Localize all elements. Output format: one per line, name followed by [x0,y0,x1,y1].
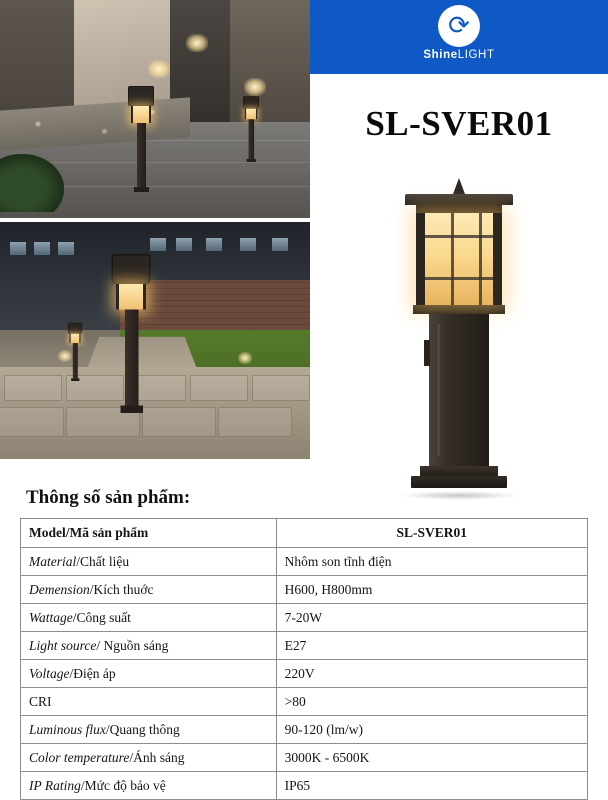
table-row [21,576,588,604]
spec-label-en: Color temperature [29,749,130,765]
spec-label-vi: /Công suất [72,609,131,625]
spec-label-vi: /Chất liệu [76,553,130,569]
lamp-base-upper [420,466,498,476]
spec-label-light-source [21,632,277,660]
spec-value-wattage: 7-20W [276,604,587,632]
spec-label-color-temperature [21,744,277,772]
spec-label-material [21,548,277,576]
table-row [21,604,588,632]
spec-label-vi: /Ánh sáng [129,749,185,765]
photo-courtyard-bollard [0,0,310,218]
spec-label-dimension [21,576,277,604]
lamp-shadow [399,491,519,500]
spec-label-wattage [21,604,277,632]
spec-label-luminous-flux [21,716,277,744]
lamp-post [429,314,489,466]
swirl-glyph: ⟳ [448,11,470,40]
spec-label-en: IP Rating [29,777,81,793]
spec-label-model [21,519,277,548]
table-row [21,660,588,688]
spec-label-ip-rating [21,772,277,800]
lamp-collar [413,305,505,314]
spec-label-en: Luminous flux [29,721,106,737]
brand-logo [384,4,534,70]
spec-label-cri [21,688,277,716]
brand-name-light: LIGHT [457,49,495,61]
table-row [21,744,588,772]
spec-value-model: SL-SVER01 [276,519,587,548]
spec-label-vi: /Quang thông [105,721,180,737]
spec-value-color-temperature: 3000K - 6500K [276,744,587,772]
lamp-base-lower [411,476,507,488]
bollard-lamp-in-photo-far [243,96,259,162]
lamp-finial [453,178,465,194]
bollard-lamp-product-render [310,170,608,480]
bollard-lamp-in-photo-far [68,323,82,381]
spec-label-vi: /Kích thuớc [89,581,154,597]
spec-label-en: CRI [29,693,52,709]
spec-label-en: Demension [29,581,90,597]
spec-value-cri: >80 [276,688,587,716]
spec-label-vi: /Mức độ bảo vệ [80,777,166,793]
bollard-lamp-in-photo [112,254,151,413]
spec-value-luminous-flux: 90-120 (lm/w) [276,716,587,744]
spec-label-vi: / Nguồn sáng [96,637,169,653]
table-row [21,716,588,744]
brand-name [384,49,534,61]
table-row [21,772,588,800]
spec-label-vi: /Điện áp [69,665,116,681]
spec-value-dimension: H600, H800mm [276,576,587,604]
spec-label-en: Wattage [29,609,73,625]
lamp-cap-inner [416,205,502,213]
table-row [21,548,588,576]
shinelight-swirl-icon [438,5,480,47]
table-row [21,688,588,716]
brand-header-band [310,0,608,74]
photo-column [0,0,310,480]
brand-name-bold: Shine [423,49,458,61]
spec-label-vi: Mã sản phẩm [69,525,149,540]
lamp-lantern-glass [416,213,502,305]
table-row [21,632,588,660]
spec-value-material: Nhôm son tĩnh điện [276,548,587,576]
spec-label-en: Light source [29,637,97,653]
spec-value-voltage: 220V [276,660,587,688]
spec-value-light-source: E27 [276,632,587,660]
bollard-lamp-in-photo [128,86,154,192]
page-title: SL-SVER01 [365,104,553,143]
spec-heading: Thông số sản phẩm: [26,487,191,508]
lamp-cap [405,194,513,205]
spec-label-en: Voltage [29,665,70,681]
spec-label-en: Material [29,553,77,569]
photo-garden-path-bollard [0,222,310,459]
spec-value-ip-rating: IP65 [276,772,587,800]
spec-table [20,518,588,800]
spec-label-en: Model/ [29,525,70,540]
table-row-header [21,519,588,548]
spec-label-voltage [21,660,277,688]
